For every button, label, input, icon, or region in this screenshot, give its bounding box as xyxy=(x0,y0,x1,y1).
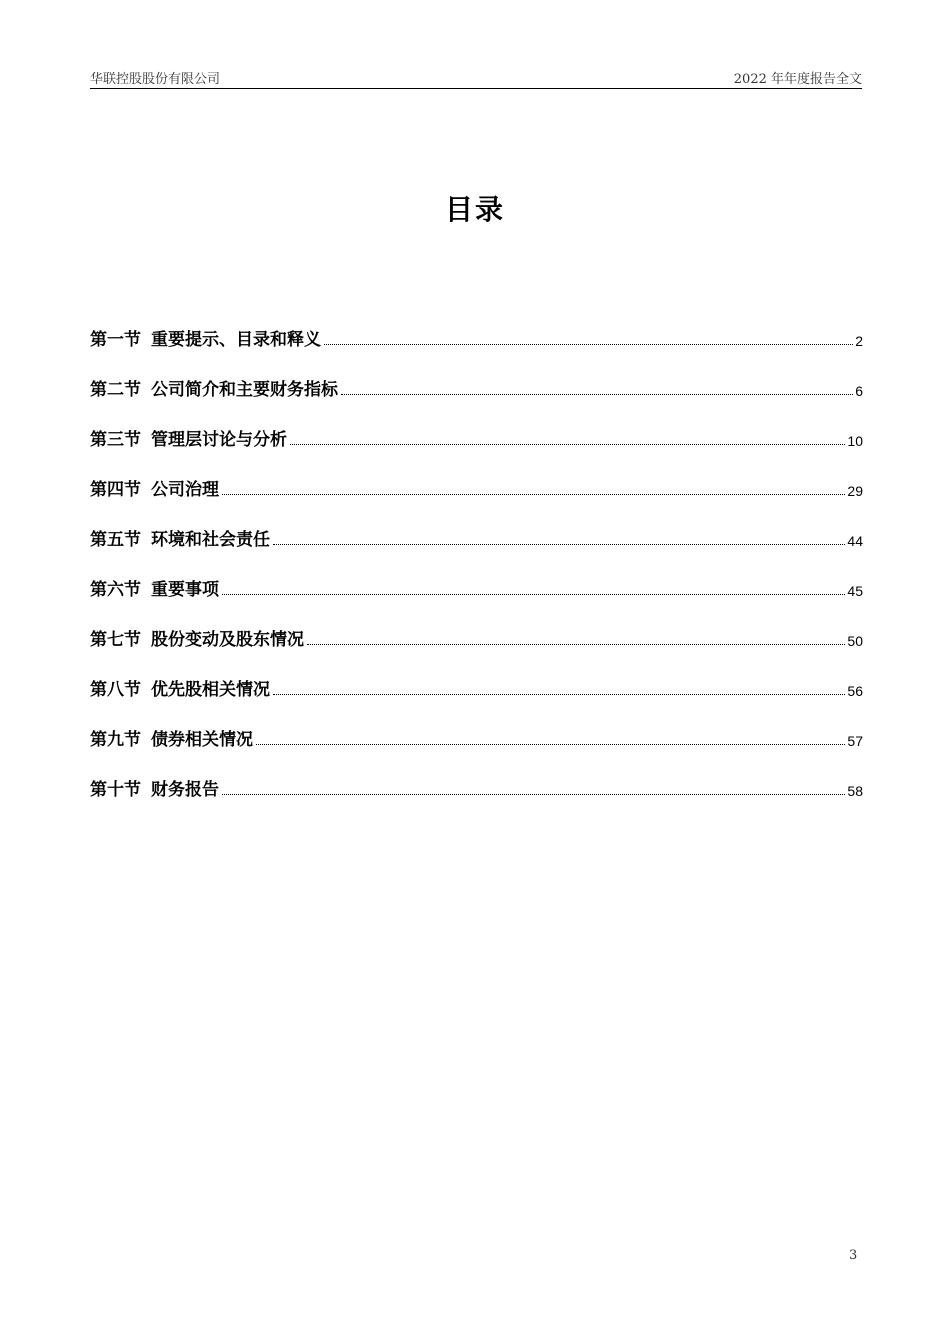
toc-leader-dots xyxy=(290,443,845,445)
toc-item[interactable] xyxy=(90,550,863,600)
page-header xyxy=(90,66,862,89)
toc-section-title: 管理层讨论与分析 xyxy=(151,430,287,450)
toc-item-label xyxy=(90,525,270,550)
toc-leader-dots xyxy=(256,743,845,745)
toc-leader-dots xyxy=(273,693,845,695)
toc-section-number: 第二节 xyxy=(90,380,141,400)
toc-page-number: 45 xyxy=(847,583,863,599)
toc-item-label xyxy=(90,375,338,400)
toc-item[interactable] xyxy=(90,650,863,700)
toc-leader-dots xyxy=(307,643,845,645)
toc-item[interactable] xyxy=(90,350,863,400)
toc-item-label xyxy=(90,725,253,750)
toc-item[interactable] xyxy=(90,750,863,800)
toc-page-number: 10 xyxy=(847,433,863,449)
toc-item-label xyxy=(90,475,219,500)
page-title: 目录 xyxy=(444,193,505,226)
toc-section-title: 环境和社会责任 xyxy=(151,530,270,550)
toc-page-number: 50 xyxy=(847,633,863,649)
toc-section-title: 公司治理 xyxy=(151,480,219,500)
toc-section-number: 第六节 xyxy=(90,580,141,600)
toc-item-label xyxy=(90,575,219,600)
toc-leader-dots xyxy=(222,793,845,795)
toc-item[interactable] xyxy=(90,600,863,650)
toc-item-label xyxy=(90,775,219,800)
toc-section-title: 重要事项 xyxy=(151,580,219,600)
toc-section-title: 公司简介和主要财务指标 xyxy=(151,380,338,400)
toc-item[interactable] xyxy=(90,700,863,750)
toc-page-number: 2 xyxy=(855,333,863,349)
toc-section-number: 第三节 xyxy=(90,430,141,450)
toc-page-number: 6 xyxy=(855,383,863,399)
toc-section-number: 第一节 xyxy=(90,330,141,350)
toc-section-number: 第七节 xyxy=(90,630,141,650)
toc-page-number: 29 xyxy=(847,483,863,499)
header-company-name: 华联控股股份有限公司 xyxy=(90,72,221,87)
toc-page-number: 57 xyxy=(847,733,863,749)
toc-page-number: 56 xyxy=(847,683,863,699)
toc-item-label xyxy=(90,625,304,650)
table-of-contents xyxy=(90,300,863,800)
toc-item-label xyxy=(90,675,270,700)
toc-section-number: 第五节 xyxy=(90,530,141,550)
toc-leader-dots xyxy=(341,393,853,395)
toc-section-title: 优先股相关情况 xyxy=(151,680,270,700)
toc-section-number: 第十节 xyxy=(90,780,141,800)
toc-section-title: 债券相关情况 xyxy=(151,730,253,750)
toc-leader-dots xyxy=(222,493,845,495)
toc-leader-dots xyxy=(222,593,845,595)
toc-item[interactable] xyxy=(90,400,863,450)
toc-section-number: 第九节 xyxy=(90,730,141,750)
toc-leader-dots xyxy=(273,543,845,545)
toc-page-number: 58 xyxy=(847,783,863,799)
toc-section-title: 财务报告 xyxy=(151,780,219,800)
header-report-title: 2022 年年度报告全文 xyxy=(733,72,862,87)
page-number: 3 xyxy=(849,1248,858,1263)
toc-section-title: 股份变动及股东情况 xyxy=(151,630,304,650)
toc-item-label xyxy=(90,325,321,350)
toc-leader-dots xyxy=(324,343,853,345)
toc-item[interactable] xyxy=(90,300,863,350)
toc-page-number: 44 xyxy=(847,533,863,549)
toc-item-label xyxy=(90,425,287,450)
toc-section-number: 第八节 xyxy=(90,680,141,700)
toc-item[interactable] xyxy=(90,450,863,500)
toc-item[interactable] xyxy=(90,500,863,550)
toc-section-title: 重要提示、目录和释义 xyxy=(151,330,321,350)
toc-section-number: 第四节 xyxy=(90,480,141,500)
